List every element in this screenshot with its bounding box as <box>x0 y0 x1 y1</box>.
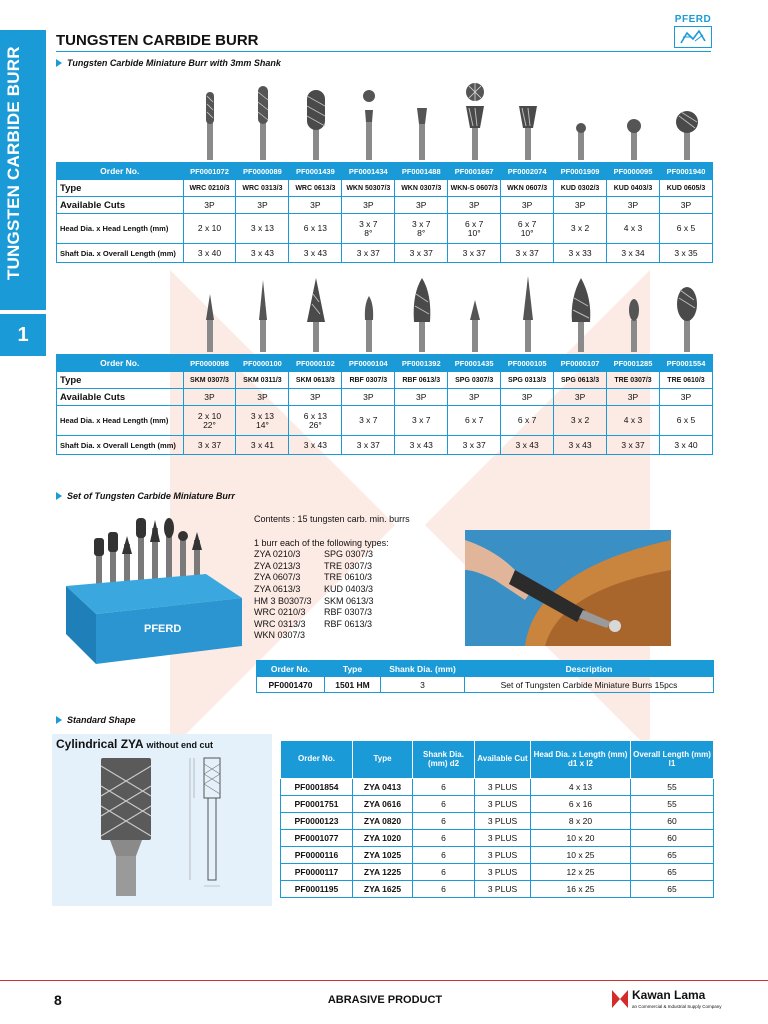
type-cell: RBF 0613/3 <box>395 372 448 389</box>
head-cell: 3 x 2 <box>554 214 607 244</box>
head-length-cell: 8 x 20 <box>531 813 631 830</box>
spec-table-1 <box>56 162 713 263</box>
shaft-cell: 3 x 41 <box>236 436 289 455</box>
cuts-cell: 3P <box>607 389 660 406</box>
shaft-cell: 3 x 43 <box>289 244 342 263</box>
order-no-cell: PF0000117 <box>281 864 353 881</box>
shaft-cell: 3 x 37 <box>607 436 660 455</box>
overall-length-cell: 65 <box>631 881 714 898</box>
cuts-cell: 3P <box>501 389 554 406</box>
head-cell: 2 x 10 22° <box>183 406 236 436</box>
shank-cell: 6 <box>413 881 475 898</box>
cut-header: Available Cut <box>475 741 531 779</box>
cuts-cell: 3P <box>236 389 289 406</box>
shank-cell: 6 <box>413 864 475 881</box>
cuts-cell: 3P <box>448 389 501 406</box>
order-no-cell: PF0001072 <box>183 163 236 180</box>
burr-illustrations-row2 <box>183 274 713 352</box>
cuts-cell: 3P <box>342 197 395 214</box>
order-no-cell: PF0002074 <box>501 163 554 180</box>
shank-cell: 6 <box>413 779 475 796</box>
shaft-cell: 3 x 43 <box>236 244 289 263</box>
section-title: Set of Tungsten Carbide Miniature Burr <box>67 491 235 501</box>
list-item: RBF 0307/3 <box>324 607 373 618</box>
shaft-cell: 3 x 40 <box>183 244 236 263</box>
type-cell: SPG 0313/3 <box>501 372 554 389</box>
type-cell: WKN 50307/3 <box>342 180 395 197</box>
contents-column-1 <box>254 549 324 642</box>
order-no-header: Order No. <box>57 163 184 180</box>
list-item: ZYA 0210/3 <box>254 549 301 560</box>
list-item: TRE 0307/3 <box>324 560 373 571</box>
type-cell: SPG 0613/3 <box>554 372 607 389</box>
head-cell: 6 x 13 26° <box>289 406 342 436</box>
head-cell: 6 x 7 <box>448 406 501 436</box>
set-contents <box>254 514 410 642</box>
burr-kud-0605-icon <box>673 82 701 160</box>
cuts-cell: 3P <box>554 197 607 214</box>
order-no-cell: PF0000095 <box>607 163 660 180</box>
description-header: Description <box>465 661 714 677</box>
order-no-cell: PF0001434 <box>342 163 395 180</box>
type-cell: WKN 0307/3 <box>395 180 448 197</box>
type-header: Type <box>353 741 413 779</box>
section-standard-shape <box>56 715 136 725</box>
row-label: Shaft Dia. x Overall Length (mm) <box>57 436 184 455</box>
order-no-cell: PF0001940 <box>659 163 712 180</box>
cuts-cell: 3P <box>289 197 342 214</box>
order-no-cell: PF0001439 <box>289 163 342 180</box>
set-order-table <box>256 660 714 693</box>
bullet-arrow-icon <box>56 59 62 67</box>
burr-set-box-image <box>56 514 248 674</box>
zya-order-table <box>280 740 714 898</box>
cut-cell: 3 PLUS <box>475 830 531 847</box>
list-item: WRC 0313/3 <box>254 618 306 629</box>
cuts-cell: 3P <box>554 389 607 406</box>
head-cell: 3 x 7 8° <box>395 214 448 244</box>
cut-cell: 3 PLUS <box>475 796 531 813</box>
chapter-number: 1 <box>0 314 46 356</box>
grinding-usage-photo <box>465 530 671 646</box>
head-length-cell: 10 x 20 <box>531 830 631 847</box>
type-cell: TRE 0307/3 <box>607 372 660 389</box>
section-burr-set <box>56 491 235 501</box>
order-no-cell: PF0001751 <box>281 796 353 813</box>
head-cell: 6 x 7 <box>501 406 554 436</box>
type-cell: RBF 0307/3 <box>342 372 395 389</box>
list-item: ZYA 0213/3 <box>254 560 301 571</box>
zya-burr-image <box>96 756 156 896</box>
shank-cell: 6 <box>413 796 475 813</box>
cuts-cell: 3P <box>395 197 448 214</box>
burr-kud-0302-icon <box>571 82 591 160</box>
cuts-cell: 3P <box>342 389 395 406</box>
type-cell: KUD 0403/3 <box>607 180 660 197</box>
burr-spg-0613-icon <box>568 274 594 352</box>
product-title <box>56 737 213 751</box>
head-cell: 3 x 7 8° <box>342 214 395 244</box>
type-cell: SPG 0307/3 <box>448 372 501 389</box>
cuts-cell: 3P <box>289 389 342 406</box>
head-cell: 4 x 3 <box>607 406 660 436</box>
head-cell: 2 x 10 <box>183 214 236 244</box>
company-name: Kawan Lama <box>632 988 706 1002</box>
cuts-cell: 3P <box>659 389 712 406</box>
burr-rbf-0307-icon <box>359 274 379 352</box>
cuts-cell: 3P <box>607 197 660 214</box>
type-row <box>57 372 713 389</box>
type-cell: TRE 0610/3 <box>659 372 712 389</box>
burr-wrc-0613-icon <box>304 82 328 160</box>
type-cell: WKN 0607/3 <box>501 180 554 197</box>
type-cell: 1501 HM <box>325 677 381 693</box>
order-no-cell: PF0001392 <box>395 355 448 372</box>
list-item: RBF 0613/3 <box>324 618 373 629</box>
head-cell: 3 x 7 <box>395 406 448 436</box>
overall-length-cell: 55 <box>631 779 714 796</box>
head-length-cell: 12 x 25 <box>531 864 631 881</box>
footer-divider <box>0 980 768 981</box>
head-row <box>57 214 713 244</box>
contents-summary: Contents : 15 tungsten carb. min. burrs <box>254 514 410 524</box>
order-no-cell: PF0001854 <box>281 779 353 796</box>
shank-header: Shank Dia. (mm) d2 <box>413 741 475 779</box>
row-label: Shaft Dia. x Overall Length (mm) <box>57 244 184 263</box>
type-row <box>57 180 713 197</box>
shank-cell: 3 <box>381 677 465 693</box>
order-no-cell: PF0001285 <box>607 355 660 372</box>
spec-table-2 <box>56 354 713 455</box>
type-cell: WKN-S 0607/3 <box>448 180 501 197</box>
type-cell: KUD 0605/3 <box>659 180 712 197</box>
order-no-header: Order No. <box>57 355 184 372</box>
section-miniature-burr <box>56 58 281 68</box>
product-subtitle: without end cut <box>146 740 213 750</box>
table-row <box>281 779 714 796</box>
shaft-row <box>57 436 713 455</box>
shank-cell: 6 <box>413 813 475 830</box>
table-row <box>281 830 714 847</box>
bullet-arrow-icon <box>56 492 62 500</box>
footer-category: ABRASIVE PRODUCT <box>327 994 443 1006</box>
overall-length-header: Overall Length (mm) l1 <box>631 741 714 779</box>
order-no-cell: PF0000107 <box>554 355 607 372</box>
head-cell: 6 x 7 10° <box>448 214 501 244</box>
table-row <box>257 677 714 693</box>
cut-cell: 3 PLUS <box>475 813 531 830</box>
order-no-cell: PF0000089 <box>236 163 289 180</box>
shaft-cell: 3 x 37 <box>342 436 395 455</box>
head-length-header: Head Dia. x Length (mm) d1 x l2 <box>531 741 631 779</box>
shaft-row <box>57 244 713 263</box>
type-cell: WRC 0210/3 <box>183 180 236 197</box>
shaft-cell: 3 x 33 <box>554 244 607 263</box>
table-row <box>281 796 714 813</box>
burr-skm-0311-icon <box>253 274 273 352</box>
sidebar-title: TUNGSTEN CARBIDE BURR <box>4 46 23 280</box>
overall-length-cell: 65 <box>631 847 714 864</box>
type-cell: ZYA 1625 <box>353 881 413 898</box>
head-row <box>57 406 713 436</box>
type-cell: ZYA 1025 <box>353 847 413 864</box>
order-no-cell: PF0001195 <box>281 881 353 898</box>
shank-cell: 6 <box>413 847 475 864</box>
order-no-header: Order No. <box>257 661 325 677</box>
kawan-lama-mark-icon <box>610 988 630 1010</box>
page-title: TUNGSTEN CARBIDE BURR <box>56 32 259 49</box>
shaft-cell: 3 x 34 <box>607 244 660 263</box>
bullet-arrow-icon <box>56 716 62 724</box>
shaft-cell: 3 x 37 <box>342 244 395 263</box>
table-row <box>281 813 714 830</box>
sidebar-tab <box>0 30 46 310</box>
list-item: SKM 0613/3 <box>324 595 374 606</box>
order-no-cell: PF0001488 <box>395 163 448 180</box>
brand-name: PFERD <box>674 14 712 25</box>
cut-cell: 3 PLUS <box>475 847 531 864</box>
type-cell: ZYA 0820 <box>353 813 413 830</box>
type-cell: ZYA 1020 <box>353 830 413 847</box>
list-item: KUD 0403/3 <box>324 583 374 594</box>
shaft-cell: 3 x 35 <box>659 244 712 263</box>
order-no-cell: PF0001909 <box>554 163 607 180</box>
row-label: Head Dia. x Head Length (mm) <box>57 214 184 244</box>
order-no-cell: PF0001077 <box>281 830 353 847</box>
head-length-cell: 10 x 25 <box>531 847 631 864</box>
burr-wrc-0313-icon <box>253 82 273 160</box>
shaft-cell: 3 x 37 <box>448 244 501 263</box>
type-cell: WRC 0313/3 <box>236 180 289 197</box>
burr-wrc-0210-icon <box>200 82 220 160</box>
head-cell: 6 x 5 <box>659 214 712 244</box>
head-length-cell: 6 x 16 <box>531 796 631 813</box>
section-title: Standard Shape <box>67 715 136 725</box>
order-no-cell: PF0000102 <box>289 355 342 372</box>
zya-dimension-drawing <box>182 754 242 894</box>
box-brand-text: PFERD <box>144 623 182 635</box>
horse-emblem-icon <box>674 26 712 48</box>
cut-cell: 3 PLUS <box>475 779 531 796</box>
box-brand-label <box>144 623 181 635</box>
burr-wkn-0607-icon <box>514 82 542 160</box>
shaft-cell: 3 x 37 <box>183 436 236 455</box>
head-cell: 6 x 13 <box>289 214 342 244</box>
cut-cell: 3 PLUS <box>475 881 531 898</box>
shaft-cell: 3 x 40 <box>659 436 712 455</box>
row-label: Type <box>57 180 184 197</box>
cuts-cell: 3P <box>183 197 236 214</box>
order-no-cell: PF0000104 <box>342 355 395 372</box>
row-label: Available Cuts <box>57 197 184 214</box>
overall-length-cell: 60 <box>631 813 714 830</box>
order-no-cell: PF0001554 <box>659 355 712 372</box>
list-item: SPG 0307/3 <box>324 549 374 560</box>
type-cell: ZYA 1225 <box>353 864 413 881</box>
type-cell: WRC 0613/3 <box>289 180 342 197</box>
type-cell: SKM 0613/3 <box>289 372 342 389</box>
row-label: Head Dia. x Head Length (mm) <box>57 406 184 436</box>
order-no-cell: PF0000098 <box>183 355 236 372</box>
cuts-cell: 3P <box>501 197 554 214</box>
contents-intro: 1 burr each of the following types: <box>254 537 389 548</box>
shaft-cell: 3 x 37 <box>501 244 554 263</box>
table-row <box>281 864 714 881</box>
table-row <box>281 881 714 898</box>
company-tagline: an Commercial & Industrial Supply Company <box>632 1004 722 1009</box>
type-cell: KUD 0302/3 <box>554 180 607 197</box>
burr-skm-0307-icon <box>200 274 220 352</box>
product-name: Cylindrical ZYA <box>56 737 144 751</box>
head-cell: 3 x 13 <box>236 214 289 244</box>
head-cell: 3 x 2 <box>554 406 607 436</box>
shaft-cell: 3 x 43 <box>395 436 448 455</box>
type-cell: ZYA 0413 <box>353 779 413 796</box>
order-no-cell: PF0000105 <box>501 355 554 372</box>
shank-cell: 6 <box>413 830 475 847</box>
burr-rbf-0613-icon <box>410 274 434 352</box>
kawan-lama-logo <box>610 986 720 1016</box>
shaft-cell: 3 x 43 <box>501 436 554 455</box>
shaft-cell: 3 x 37 <box>395 244 448 263</box>
order-no-cell: PF0000123 <box>281 813 353 830</box>
page-number: 8 <box>54 992 62 1008</box>
zya-product-panel <box>52 734 272 906</box>
cuts-cell: 3P <box>659 197 712 214</box>
shaft-cell: 3 x 43 <box>289 436 342 455</box>
contents-column-2 <box>324 549 374 642</box>
head-cell: 4 x 3 <box>607 214 660 244</box>
shaft-cell: 3 x 43 <box>554 436 607 455</box>
cuts-cell: 3P <box>395 389 448 406</box>
overall-length-cell: 60 <box>631 830 714 847</box>
section-title: Tungsten Carbide Miniature Burr with 3mm Shank <box>67 58 281 68</box>
type-cell: ZYA 0616 <box>353 796 413 813</box>
head-cell: 6 x 7 10° <box>501 214 554 244</box>
head-length-cell: 4 x 13 <box>531 779 631 796</box>
title-divider <box>56 51 711 52</box>
description-cell: Set of Tungsten Carbide Miniature Burrs 15pcs <box>465 677 714 693</box>
cuts-cell: 3P <box>448 197 501 214</box>
order-no-cell: PF0001667 <box>448 163 501 180</box>
pferd-logo <box>674 14 712 48</box>
overall-length-cell: 55 <box>631 796 714 813</box>
head-cell: 3 x 7 <box>342 406 395 436</box>
shaft-cell: 3 x 37 <box>448 436 501 455</box>
list-item: ZYA 0607/3 <box>254 572 301 583</box>
row-label: Type <box>57 372 184 389</box>
burr-spg-0313-icon <box>518 274 538 352</box>
burr-wkn-s-0607-icon <box>461 82 489 160</box>
burr-wkn-0307-icon <box>412 82 432 160</box>
head-cell: 3 x 13 14° <box>236 406 289 436</box>
table-row <box>281 847 714 864</box>
burr-tre-0610-icon <box>674 274 700 352</box>
type-cell: SKM 0311/3 <box>236 372 289 389</box>
burr-kud-0403-icon <box>624 82 644 160</box>
cuts-cell: 3P <box>183 389 236 406</box>
list-item: WKN 0307/3 <box>254 630 306 641</box>
shank-header: Shank Dia. (mm) <box>381 661 465 677</box>
overall-length-cell: 65 <box>631 864 714 881</box>
burr-illustrations-row1 <box>183 82 713 160</box>
order-no-cell: PF0001470 <box>257 677 325 693</box>
order-no-header: Order No. <box>281 741 353 779</box>
cuts-cell: 3P <box>236 197 289 214</box>
list-item: WRC 0210/3 <box>254 607 306 618</box>
head-cell: 6 x 5 <box>659 406 712 436</box>
order-no-cell: PF0001435 <box>448 355 501 372</box>
order-no-cell: PF0000100 <box>236 355 289 372</box>
cut-cell: 3 PLUS <box>475 864 531 881</box>
list-item: ZYA 0613/3 <box>254 583 301 594</box>
burr-tre-0307-icon <box>624 274 644 352</box>
cuts-row <box>57 197 713 214</box>
order-no-cell: PF0000116 <box>281 847 353 864</box>
burr-skm-0613-icon <box>304 274 328 352</box>
cuts-row <box>57 389 713 406</box>
burr-wkn-50307-icon <box>357 82 381 160</box>
type-cell: SKM 0307/3 <box>183 372 236 389</box>
list-item: TRE 0610/3 <box>324 572 373 583</box>
burr-spg-0307-icon <box>465 274 485 352</box>
head-length-cell: 16 x 25 <box>531 881 631 898</box>
list-item: HM 3 B0307/3 <box>254 595 312 606</box>
row-label: Available Cuts <box>57 389 184 406</box>
type-header: Type <box>325 661 381 677</box>
